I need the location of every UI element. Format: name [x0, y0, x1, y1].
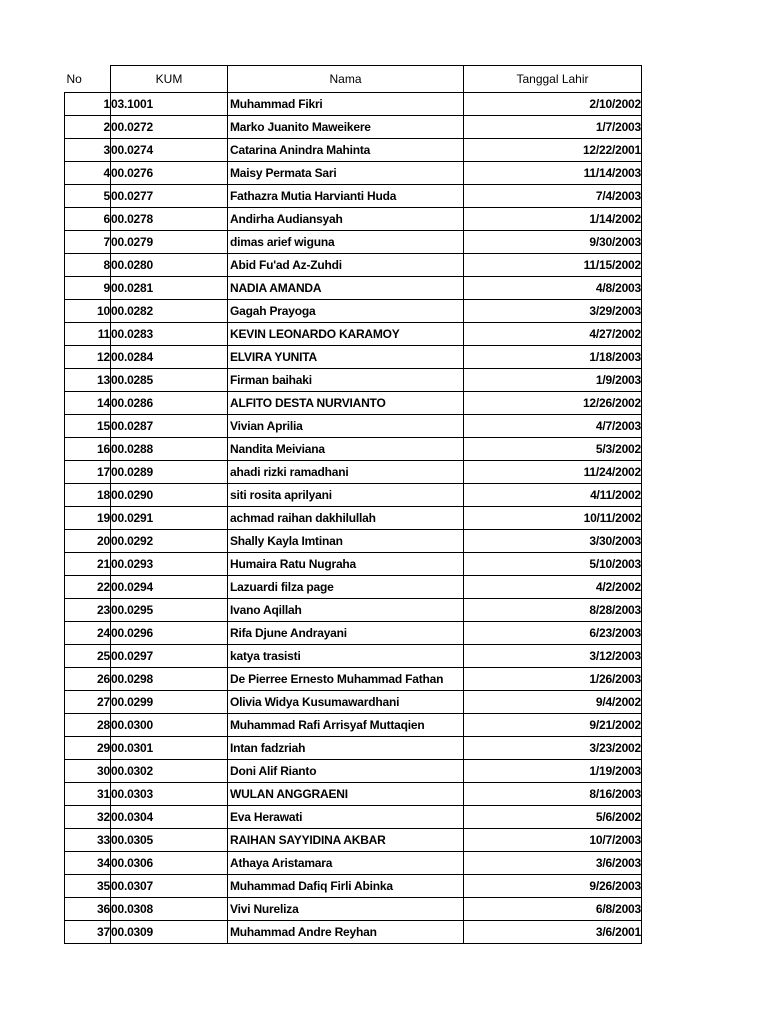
- row-kum: 00.0286: [111, 392, 228, 415]
- row-tanggal-lahir: 11/14/2003: [464, 162, 642, 185]
- table-row: [65, 530, 642, 553]
- row-tanggal-lahir: 4/8/2003: [464, 277, 642, 300]
- row-nama: RAIHAN SAYYIDINA AKBAR: [228, 829, 464, 852]
- row-no: 28: [65, 714, 111, 737]
- table-row: [65, 760, 642, 783]
- row-tanggal-lahir: 10/11/2002: [464, 507, 642, 530]
- row-no: 18: [65, 484, 111, 507]
- row-no: 12: [65, 346, 111, 369]
- header-tanggal-lahir: Tanggal Lahir: [464, 66, 642, 93]
- row-no: 9: [65, 277, 111, 300]
- row-tanggal-lahir: 4/27/2002: [464, 323, 642, 346]
- row-kum: 00.0281: [111, 277, 228, 300]
- row-nama: Abid Fu'ad Az-Zuhdi: [228, 254, 464, 277]
- row-nama: ALFITO DESTA NURVIANTO: [228, 392, 464, 415]
- table-row: [65, 231, 642, 254]
- row-no: 6: [65, 208, 111, 231]
- row-kum: 00.0272: [111, 116, 228, 139]
- row-tanggal-lahir: 1/14/2002: [464, 208, 642, 231]
- row-tanggal-lahir: 9/30/2003: [464, 231, 642, 254]
- row-nama: Gagah Prayoga: [228, 300, 464, 323]
- row-nama: Andirha Audiansyah: [228, 208, 464, 231]
- row-nama: De Pierree Ernesto Muhammad Fathan: [228, 668, 464, 691]
- row-no: 19: [65, 507, 111, 530]
- row-nama: Nandita Meiviana: [228, 438, 464, 461]
- table-row: [65, 714, 642, 737]
- row-no: 35: [65, 875, 111, 898]
- header-no: No: [65, 66, 111, 93]
- row-tanggal-lahir: 12/26/2002: [464, 392, 642, 415]
- row-kum: 00.0296: [111, 622, 228, 645]
- row-nama: Rifa Djune Andrayani: [228, 622, 464, 645]
- row-no: 14: [65, 392, 111, 415]
- row-kum: 00.0276: [111, 162, 228, 185]
- row-tanggal-lahir: 8/28/2003: [464, 599, 642, 622]
- table-row: [65, 921, 642, 944]
- row-tanggal-lahir: 7/4/2003: [464, 185, 642, 208]
- row-no: 5: [65, 185, 111, 208]
- table-row: [65, 438, 642, 461]
- row-no: 8: [65, 254, 111, 277]
- table-row: [65, 898, 642, 921]
- row-nama: dimas arief wiguna: [228, 231, 464, 254]
- table-row: [65, 737, 642, 760]
- row-no: 24: [65, 622, 111, 645]
- table-row: [65, 875, 642, 898]
- row-kum: 00.0294: [111, 576, 228, 599]
- row-kum: 00.0282: [111, 300, 228, 323]
- row-tanggal-lahir: 1/7/2003: [464, 116, 642, 139]
- row-tanggal-lahir: 3/23/2002: [464, 737, 642, 760]
- row-tanggal-lahir: 3/12/2003: [464, 645, 642, 668]
- table-row: [65, 116, 642, 139]
- row-tanggal-lahir: 1/26/2003: [464, 668, 642, 691]
- row-tanggal-lahir: 6/23/2003: [464, 622, 642, 645]
- row-nama: Vivi Nureliza: [228, 898, 464, 921]
- table-row: [65, 576, 642, 599]
- row-kum: 00.0306: [111, 852, 228, 875]
- row-no: 13: [65, 369, 111, 392]
- row-nama: Maisy Permata Sari: [228, 162, 464, 185]
- row-nama: Marko Juanito Maweikere: [228, 116, 464, 139]
- row-nama: achmad raihan dakhilullah: [228, 507, 464, 530]
- table-row: [65, 392, 642, 415]
- row-no: 27: [65, 691, 111, 714]
- row-nama: Ivano Aqillah: [228, 599, 464, 622]
- header-nama: Nama: [228, 66, 464, 93]
- row-kum: 00.0289: [111, 461, 228, 484]
- row-tanggal-lahir: 5/10/2003: [464, 553, 642, 576]
- row-kum: 00.0285: [111, 369, 228, 392]
- table-row: [65, 484, 642, 507]
- row-no: 26: [65, 668, 111, 691]
- row-nama: siti rosita aprilyani: [228, 484, 464, 507]
- row-kum: 00.0290: [111, 484, 228, 507]
- student-table: [64, 65, 642, 944]
- row-no: 2: [65, 116, 111, 139]
- table-row: [65, 622, 642, 645]
- table-row: [65, 507, 642, 530]
- row-tanggal-lahir: 3/29/2003: [464, 300, 642, 323]
- row-tanggal-lahir: 2/10/2002: [464, 93, 642, 116]
- row-nama: ELVIRA YUNITA: [228, 346, 464, 369]
- row-kum: 00.0292: [111, 530, 228, 553]
- row-nama: Lazuardi filza page: [228, 576, 464, 599]
- row-no: 30: [65, 760, 111, 783]
- table-row: [65, 668, 642, 691]
- row-tanggal-lahir: 9/26/2003: [464, 875, 642, 898]
- row-nama: Muhammad Dafiq Firli Abinka: [228, 875, 464, 898]
- table-row: [65, 208, 642, 231]
- row-no: 4: [65, 162, 111, 185]
- row-tanggal-lahir: 3/6/2001: [464, 921, 642, 944]
- row-no: 25: [65, 645, 111, 668]
- row-nama: NADIA AMANDA: [228, 277, 464, 300]
- row-no: 20: [65, 530, 111, 553]
- table-row: [65, 185, 642, 208]
- row-no: 36: [65, 898, 111, 921]
- row-no: 23: [65, 599, 111, 622]
- row-nama: ahadi rizki ramadhani: [228, 461, 464, 484]
- row-nama: Catarina Anindra Mahinta: [228, 139, 464, 162]
- row-tanggal-lahir: 10/7/2003: [464, 829, 642, 852]
- row-no: 16: [65, 438, 111, 461]
- table-row: [65, 829, 642, 852]
- row-tanggal-lahir: 1/9/2003: [464, 369, 642, 392]
- row-nama: KEVIN LEONARDO KARAMOY: [228, 323, 464, 346]
- row-tanggal-lahir: 6/8/2003: [464, 898, 642, 921]
- row-tanggal-lahir: 9/4/2002: [464, 691, 642, 714]
- row-nama: Shally Kayla Imtinan: [228, 530, 464, 553]
- row-no: 34: [65, 852, 111, 875]
- table-row: [65, 691, 642, 714]
- row-no: 11: [65, 323, 111, 346]
- row-no: 21: [65, 553, 111, 576]
- table-row: [65, 806, 642, 829]
- table-row: [65, 277, 642, 300]
- row-no: 3: [65, 139, 111, 162]
- row-kum: 00.0274: [111, 139, 228, 162]
- row-kum: 00.0279: [111, 231, 228, 254]
- row-nama: katya trasisti: [228, 645, 464, 668]
- table-row: [65, 369, 642, 392]
- table-row: [65, 323, 642, 346]
- row-no: 29: [65, 737, 111, 760]
- row-kum: 00.0305: [111, 829, 228, 852]
- row-no: 31: [65, 783, 111, 806]
- row-tanggal-lahir: 4/7/2003: [464, 415, 642, 438]
- row-kum: 00.0299: [111, 691, 228, 714]
- row-kum: 00.0302: [111, 760, 228, 783]
- row-kum: 00.0283: [111, 323, 228, 346]
- row-nama: Olivia Widya Kusumawardhani: [228, 691, 464, 714]
- row-no: 17: [65, 461, 111, 484]
- row-kum: 00.0300: [111, 714, 228, 737]
- row-nama: Intan fadzriah: [228, 737, 464, 760]
- table-row: [65, 553, 642, 576]
- row-tanggal-lahir: 4/2/2002: [464, 576, 642, 599]
- row-kum: 00.0280: [111, 254, 228, 277]
- row-tanggal-lahir: 12/22/2001: [464, 139, 642, 162]
- row-tanggal-lahir: 11/24/2002: [464, 461, 642, 484]
- row-nama: Vivian Aprilia: [228, 415, 464, 438]
- row-nama: Firman baihaki: [228, 369, 464, 392]
- row-tanggal-lahir: 9/21/2002: [464, 714, 642, 737]
- row-nama: Athaya Aristamara: [228, 852, 464, 875]
- row-kum: 00.0291: [111, 507, 228, 530]
- table-row: [65, 461, 642, 484]
- row-nama: Humaira Ratu Nugraha: [228, 553, 464, 576]
- row-no: 32: [65, 806, 111, 829]
- row-kum: 00.0277: [111, 185, 228, 208]
- row-kum: 00.0297: [111, 645, 228, 668]
- table-row: [65, 300, 642, 323]
- table-row: [65, 415, 642, 438]
- row-nama: WULAN ANGGRAENI: [228, 783, 464, 806]
- table-row: [65, 162, 642, 185]
- row-kum: 00.0301: [111, 737, 228, 760]
- row-kum: 00.0293: [111, 553, 228, 576]
- row-no: 33: [65, 829, 111, 852]
- row-nama: Fathazra Mutia Harvianti Huda: [228, 185, 464, 208]
- row-no: 37: [65, 921, 111, 944]
- row-no: 10: [65, 300, 111, 323]
- row-no: 7: [65, 231, 111, 254]
- row-nama: Muhammad Andre Reyhan: [228, 921, 464, 944]
- table-row: [65, 645, 642, 668]
- table-row: [65, 93, 642, 116]
- header-kum: KUM: [111, 66, 228, 93]
- row-kum: 00.0304: [111, 806, 228, 829]
- table-body: [65, 93, 642, 944]
- row-tanggal-lahir: 1/19/2003: [464, 760, 642, 783]
- table-row: [65, 783, 642, 806]
- row-tanggal-lahir: 8/16/2003: [464, 783, 642, 806]
- row-kum: 00.0307: [111, 875, 228, 898]
- row-kum: 00.0309: [111, 921, 228, 944]
- table-row: [65, 254, 642, 277]
- row-kum: 00.0287: [111, 415, 228, 438]
- row-tanggal-lahir: 11/15/2002: [464, 254, 642, 277]
- row-tanggal-lahir: 4/11/2002: [464, 484, 642, 507]
- row-no: 15: [65, 415, 111, 438]
- table-row: [65, 852, 642, 875]
- row-nama: Doni Alif Rianto: [228, 760, 464, 783]
- row-tanggal-lahir: 3/6/2003: [464, 852, 642, 875]
- row-kum: 00.0288: [111, 438, 228, 461]
- table-row: [65, 346, 642, 369]
- table-row: [65, 139, 642, 162]
- row-kum: 00.0278: [111, 208, 228, 231]
- row-tanggal-lahir: 3/30/2003: [464, 530, 642, 553]
- row-nama: Eva Herawati: [228, 806, 464, 829]
- row-kum: 00.0295: [111, 599, 228, 622]
- row-nama: Muhammad Rafi Arrisyaf Muttaqien: [228, 714, 464, 737]
- row-kum: 00.0284: [111, 346, 228, 369]
- row-nama: Muhammad Fikri: [228, 93, 464, 116]
- row-tanggal-lahir: 5/6/2002: [464, 806, 642, 829]
- row-tanggal-lahir: 5/3/2002: [464, 438, 642, 461]
- row-kum: 03.1001: [111, 93, 228, 116]
- header-row: [65, 66, 642, 93]
- row-no: 1: [65, 93, 111, 116]
- table-row: [65, 599, 642, 622]
- row-kum: 00.0303: [111, 783, 228, 806]
- row-kum: 00.0308: [111, 898, 228, 921]
- row-tanggal-lahir: 1/18/2003: [464, 346, 642, 369]
- row-kum: 00.0298: [111, 668, 228, 691]
- row-no: 22: [65, 576, 111, 599]
